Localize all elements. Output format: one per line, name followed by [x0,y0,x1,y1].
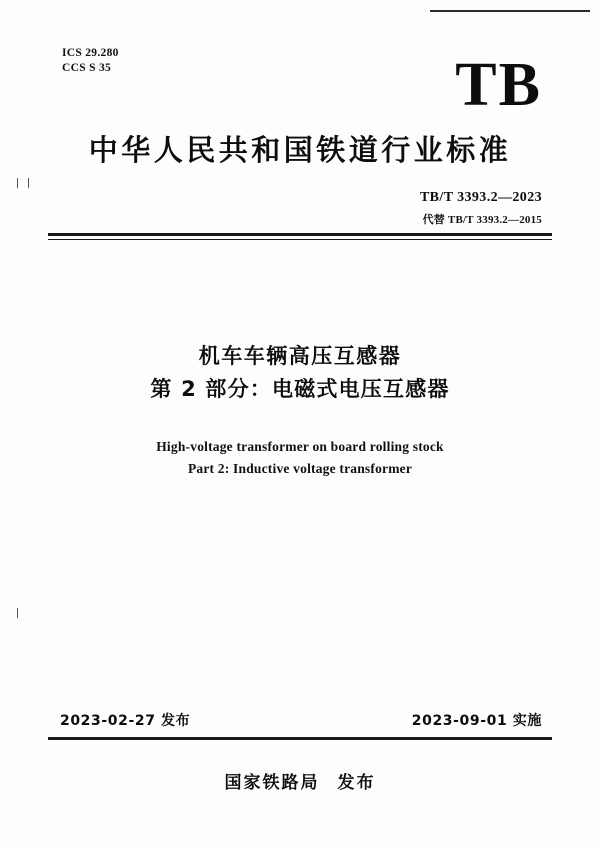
page-title-english-line-1: High-voltage transformer on board rolling stock [156,439,444,454]
page-title-english [0,436,600,480]
page-title [0,340,600,406]
ics-code: ICS 29.280 [62,47,119,59]
standard-series-title: 中华人民共和国铁道行业标准 [88,133,512,167]
page-title-english-line-2: Part 2: Inductive voltage transformer [187,461,413,476]
top-rule-decoration [430,10,590,12]
footer-rule [48,737,552,740]
standard-replaces: 代替 TB/T 3393.2—2015 [422,214,542,226]
publisher-block [0,768,600,793]
page-title-line-1: 机车车辆高压互感器 [198,344,402,368]
publisher-name: 国家铁路局 [224,773,320,793]
header-rule-thick [48,233,552,236]
tb-logo: TB [455,51,542,119]
publisher-suffix: 发布 [337,773,376,793]
margin-mark-bottom: 丨 [12,608,23,620]
header-rule-thin [48,239,552,240]
page-title-line-2: 第 2 部分：电磁式电压互感器 [150,377,450,401]
issue-date: 2023-02-27 发布 [60,713,191,729]
standard-number: TB/T 3393.2—2023 [419,190,542,205]
ics-classification-block [62,46,119,76]
margin-mark-top: 丨丨 [12,178,34,190]
implementation-date: 2023-09-01 实施 [411,713,542,729]
ccs-code: CCS S 35 [62,62,112,74]
